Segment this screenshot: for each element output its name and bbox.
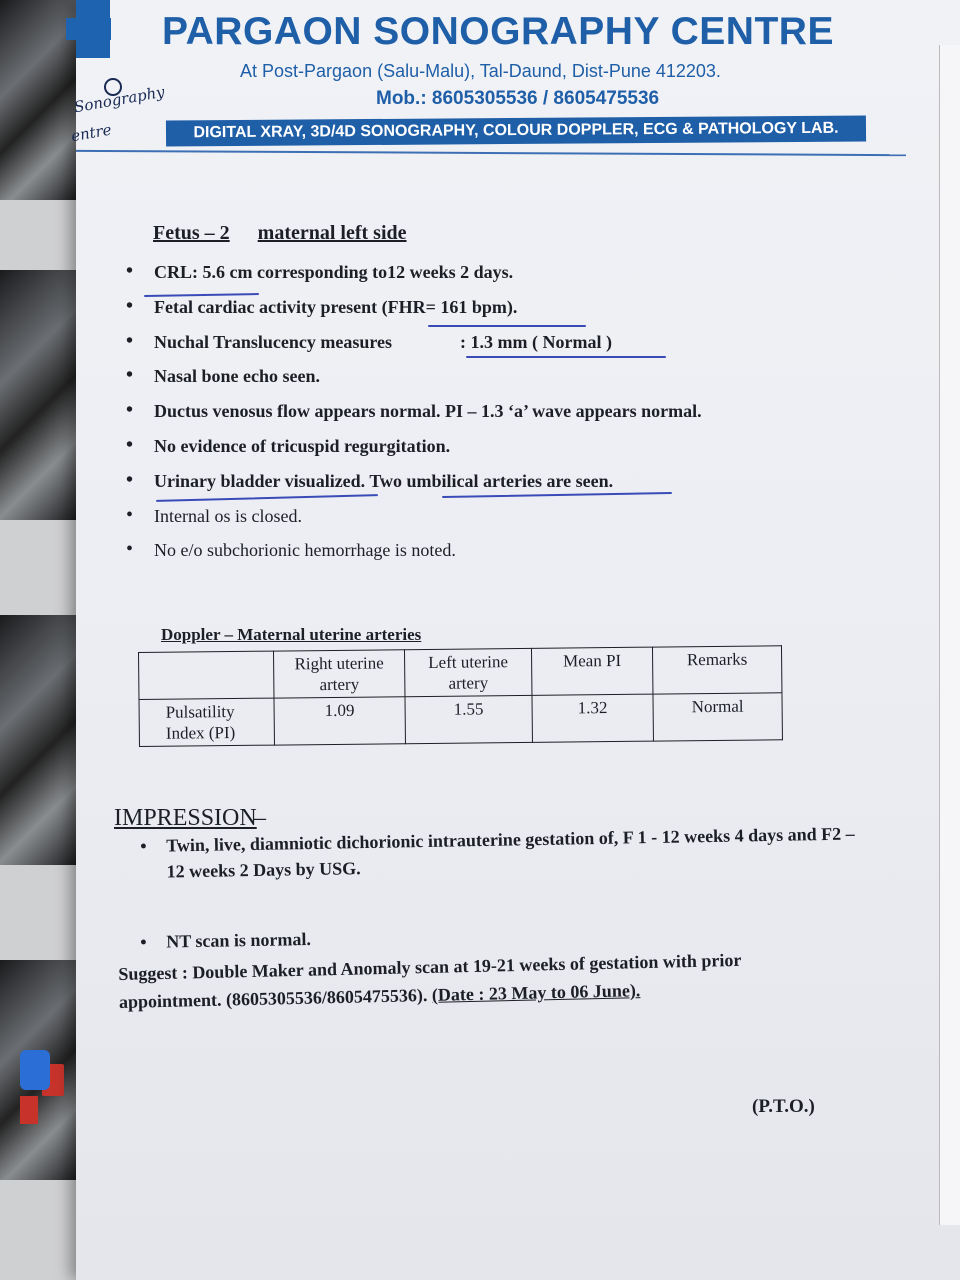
- table-header-cell: Right uterine artery: [273, 650, 404, 698]
- finding-item: • No evidence of tricuspid regurgitation.: [126, 436, 826, 471]
- table-cell: 1.32: [532, 694, 653, 742]
- doppler-title: Doppler – Maternal uterine arteries: [161, 625, 422, 644]
- cross-logo-bar: [66, 18, 111, 40]
- ultrasound-thumbnail-strip: [0, 0, 80, 1280]
- suggestion-date: (Date : 23 May to 06 June).: [431, 980, 641, 1005]
- header-divider: [76, 150, 906, 156]
- underlying-page-edge: [939, 45, 960, 1225]
- table-cell: 1.09: [274, 697, 405, 745]
- ultrasound-image: [0, 615, 80, 865]
- findings-list: [126, 262, 826, 575]
- report-page: [69, 0, 960, 1280]
- table-header-cell: Mean PI: [531, 647, 652, 695]
- impression-list: [138, 823, 858, 955]
- table-row: [139, 693, 782, 747]
- row-label: Pulsatility Index (PI): [139, 698, 274, 746]
- finding-item: • Nasal bone echo seen.: [126, 366, 826, 401]
- centre-address: At Post-Pargaon (Salu-Malu), Tal-Daund, Dist-Pune 412203.: [240, 61, 721, 81]
- fetus-side: maternal left side: [257, 222, 407, 244]
- finding-item: • No e/o subchorionic hemorrhage is noted.: [126, 540, 826, 575]
- logo-text-1: Sonography: [72, 82, 166, 117]
- fetus-section-title: [153, 222, 407, 245]
- finding-item: • CRL: 5.6 cm corresponding to12 weeks 2 days.: [126, 262, 826, 297]
- table-header-cell: [139, 651, 274, 699]
- doppler-table: [138, 645, 783, 747]
- table-header-row: [139, 646, 782, 700]
- services-banner: DIGITAL XRAY, 3D/4D SONOGRAPHY, COLOUR DOPPLER, ECG & PATHOLOGY LAB.: [166, 116, 866, 147]
- finding-item: • Fetal cardiac activity present (FHR= 161 bpm).: [126, 297, 826, 332]
- table-cell: Normal: [653, 693, 782, 741]
- finding-item: • Internal os is closed.: [126, 506, 826, 541]
- impression-title: IMPRESSION: [114, 805, 257, 831]
- suggestion-body: Suggest : Double Maker and Anomaly scan at 19-21 weeks of gestation with prior appointment. (8605305536/8605475536).: [118, 949, 742, 1012]
- impression-item: • Twin, live, diamniotic dichorionic intrauterine gestation of, F 1 - 12 weeks 4 days and F2 – 12 weeks 2 Days by USG.: [138, 820, 859, 885]
- ultrasound-image: [0, 270, 80, 520]
- finding-item: • Ductus venosus flow appears normal. PI – 1.3 ‘a’ wave appears normal.: [126, 401, 826, 436]
- doppler-image: [0, 960, 80, 1180]
- fetus-label: Fetus – 2: [153, 222, 230, 244]
- impression-item: • NT scan is normal.: [138, 916, 858, 955]
- finding-text: Nuchal Translucency measures: [154, 331, 393, 352]
- pto-label: (P.T.O.): [752, 1096, 815, 1117]
- table-cell: 1.55: [405, 695, 532, 743]
- logo-script: [71, 70, 177, 155]
- finding-item: [126, 332, 826, 367]
- finding-item: • Urinary bladder visualized. Two umbilical arteries are seen.: [126, 471, 826, 506]
- pen-underline: [428, 325, 586, 327]
- table-header-cell: Remarks: [652, 646, 781, 694]
- centre-name: PARGAON SONOGRAPHY CENTRE: [162, 10, 834, 53]
- nt-value: : 1.3 mm ( Normal ): [460, 331, 612, 352]
- impression-dash: –: [254, 805, 266, 831]
- centre-mobile: Mob.: 8605305536 / 8605475536: [376, 88, 660, 109]
- logo-text-2: entre: [69, 120, 113, 146]
- pen-underline: [466, 356, 666, 358]
- table-header-cell: Left uterine artery: [404, 648, 531, 696]
